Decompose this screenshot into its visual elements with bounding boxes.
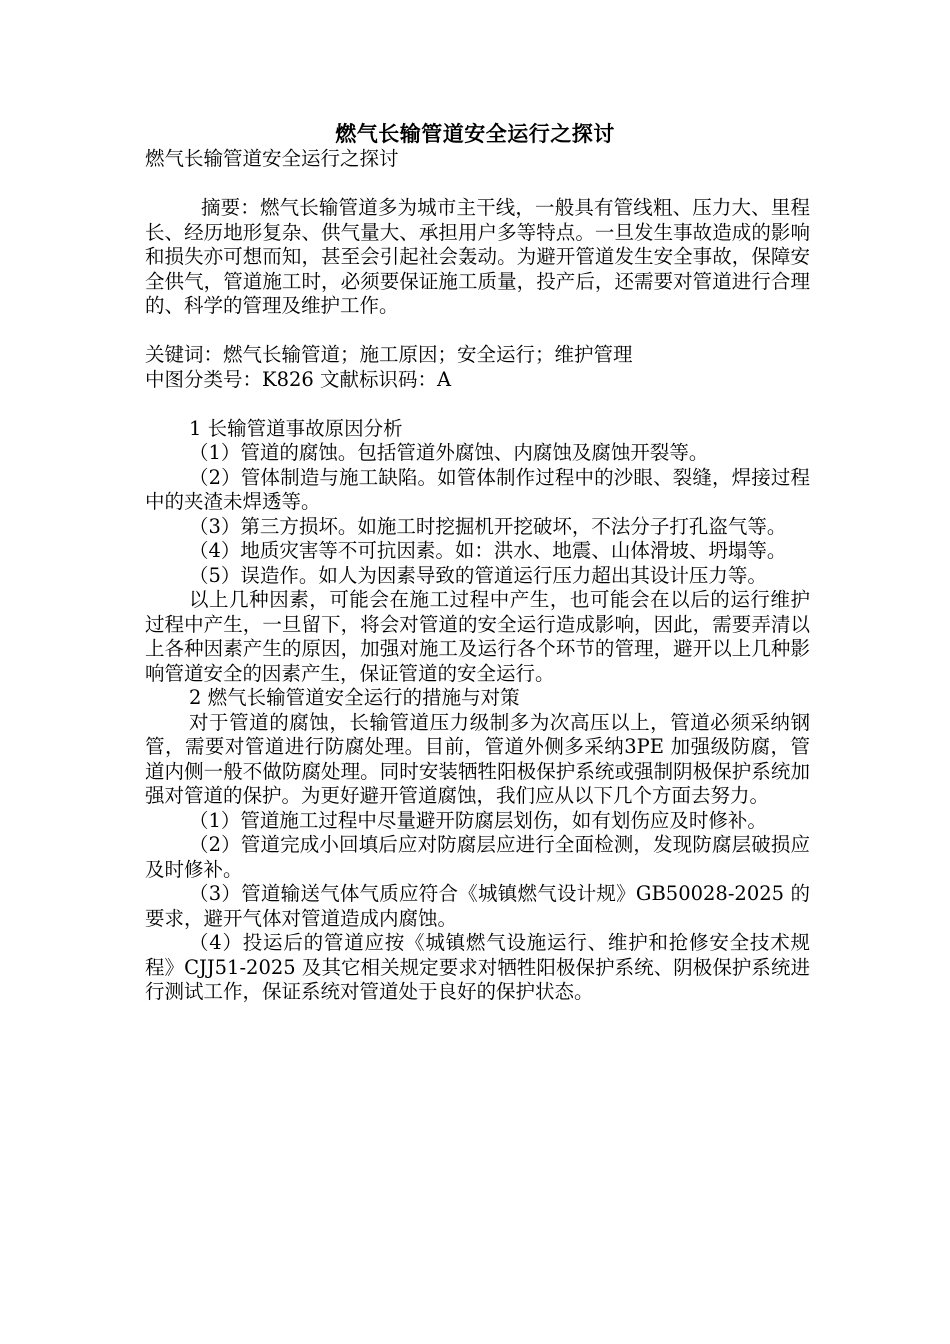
section-heading-2: 2 燃气长输管道安全运行的措施与对策 [189, 686, 520, 709]
list-item: （5）误造作。如人为因素导致的管道运行压力超出其设计压力等。 [189, 563, 767, 587]
keywords-line: 关键词：燃气长输管道；施工原因；安全运行；维护管理 [145, 343, 633, 366]
section-heading-1: 1 长输管道事故原因分析 [189, 416, 403, 440]
section-intro-paragraph: 对于管道的腐蚀，长输管道压力级制多为次高压以上，管道必须采纳钢管，需要对管道进行防腐处理。目前，管道外侧多采纳3PE 加强级防腐，管道内侧一般不做防腐处理。同时安装牺牲阳极保护系统或强制阴极保护系统加强对管道的保护。为更好避开管道腐蚀，我们应从以下几个方面去努力。 [145, 710, 810, 807]
section-summary-paragraph: 以上几种因素，可能会在施工过程中产生，也可能会在以后的运行维护过程中产生，一旦留下，将会对管道的安全运行造成影响，因此，需要弄清以上各种因素产生的原因，加强对施工及运行各个环节的管理，避开以上几种影响管道安全的因素产生，保证管道的安全运行。 [145, 588, 810, 685]
spacer [145, 172, 810, 197]
spacer [145, 392, 810, 417]
classification-line: 中图分类号：K826 文献标识码：A [145, 367, 452, 391]
list-item: （1）管道的腐蚀。包括管道外腐蚀、内腐蚀及腐蚀开裂等。 [189, 441, 709, 464]
list-item: （4）投运后的管道应按《城镇燃气设施运行、维护和抢修安全技术规程》CJJ51-2025 及其它相关规定要求对牺牲阳极保护系统、阴极保护系统进行测试工作，保证系统对管道处于良好的保护状态。 [145, 931, 810, 1003]
abstract-paragraph: 摘要：燃气长输管道多为城市主干线，一般具有管线粗、压力大、里程长、经历地形复杂、供气量大、承担用户多等特点。一旦发生事故造成的影响和损失亦可想而知，甚至会引起社会轰动。为避开管道发生安全事故，保障安全供气，管道施工时，必须要保证施工质量，投产后，还需要对管道进行合理的、科学的管理及维护工作。 [145, 196, 810, 317]
list-item: （2）管体制造与施工缺陷。如管体制作过程中的沙眼、裂缝，焊接过程中的夹渣未焊透等。 [145, 465, 810, 513]
list-item: （2）管道完成小回填后应对防腐层应进行全面检测，发现防腐层破损应及时修补。 [145, 833, 810, 881]
document-body [145, 147, 810, 1005]
document-title: 燃气长输管道安全运行之探讨 [335, 121, 615, 146]
document-subtitle: 燃气长输管道安全运行之探讨 [145, 147, 399, 170]
spacer [145, 319, 810, 344]
list-item: （4）地质灾害等不可抗因素。如：洪水、地震、山体滑坡、坍塌等。 [189, 539, 787, 562]
list-item: （3）第三方损坏。如施工时挖掘机开挖破坏，不法分子打孔盗气等。 [189, 514, 787, 538]
list-item: （3）管道输送气体气质应符合《城镇燃气设计规》GB50028-2025 的要求，避开气体对管道造成内腐蚀。 [145, 882, 810, 930]
list-item: （1）管道施工过程中尽量避开防腐层划伤，如有划伤应及时修补。 [189, 808, 767, 832]
